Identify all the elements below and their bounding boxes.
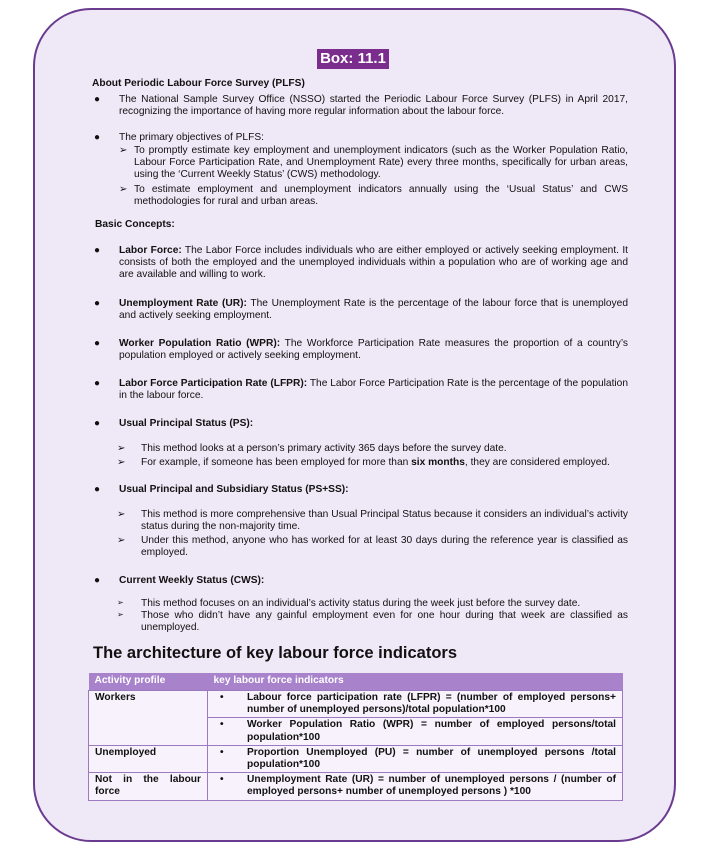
bullet-icon: ● [94,298,101,309]
arrow-icon: ➢ [117,457,126,468]
table-row [89,745,623,772]
about-heading: About Periodic Labour Force Survey (PLFS) [92,78,305,89]
wpr-definition: Worker Population Ratio (WPR): The Workforce Participation Rate measures the proportion of a country’s population employed or actively seeking employment. [119,338,629,362]
bullet-icon: ● [94,575,101,586]
bullet-icon: ● [94,245,101,256]
cws-point-2: Those who didn’t have any gainful employment even for one hour during that week are classified as unemployed. [141,610,628,634]
indicators-table [88,673,623,801]
activity-profile-header: Activity profile [89,673,208,691]
activity-cell-not-in-labour-force: Not in the labour force [89,773,208,800]
bullet-icon: ● [94,132,101,143]
bullet-icon: ● [94,484,101,495]
wpr-formula: Worker Population Ratio (WPR) = number of employed persons/total population*100 [247,719,616,743]
indicator-cell [208,691,623,718]
arrow-icon: ➢ [117,598,124,607]
basic-concepts-heading: Basic Concepts: [95,219,175,230]
bullet-icon: • [220,774,224,786]
ps-point-2: For example, if someone has been employed for more than six months, they are considered employed. [141,457,610,468]
indicator-cell [208,773,623,800]
about-bullet-1: The National Sample Survey Office (NSSO) started the Periodic Labour Force Survey (PLFS) in April 2017, recognizing the importance of having more regular information about the labour force. [119,94,628,118]
pu-formula: Proportion Unemployed (PU) = number of unemployed persons /total population*100 [247,746,616,771]
indicator-cell [208,745,623,772]
indicator-cell [208,718,623,745]
arrow-icon: ➢ [117,535,126,546]
bullet-icon: ● [94,378,101,389]
lfpr-formula: Labour force participation rate (LFPR) = (number of employed persons+ number of unemployed persons)/total population*100 [247,692,616,716]
ps-point-1: This method looks at a person’s primary activity 365 days before the survey date. [141,443,507,454]
arrow-icon: ➢ [117,509,126,520]
bullet-icon: • [220,746,224,758]
bullet-icon: ● [94,94,101,105]
about-bullet-2: The primary objectives of PLFS: [119,132,264,143]
bullet-icon: ● [94,338,101,349]
table-row [89,691,623,718]
activity-cell-unemployed: Unemployed [89,745,208,772]
bullet-icon: • [220,692,224,703]
psss-point-1: This method is more comprehensive than Usual Principal Status because it considers an individual’s activity status during the non-majority time. [141,509,628,533]
psss-heading: Usual Principal and Subsidiary Status (PS+SS): [119,484,349,495]
arrow-icon: ➢ [117,443,126,454]
arrow-icon: ➢ [117,610,124,619]
psss-point-2: Under this method, anyone who has worked for at least 30 days during the reference year is classified as employed. [141,535,628,559]
labor-force-definition: Labor Force: The Labor Force includes individuals who are either employed or actively seeking employment. It consists of both the employed and the unemployed individuals within a population who are of working age and are available and willing to work. [119,245,628,281]
cws-point-1: This method focuses on an individual’s activity status during the week just before the survey date. [141,598,581,609]
ur-formula: Unemployment Rate (UR) = number of unemployed persons / (number of employed persons+ number of unemployed persons ) *100 [247,774,616,798]
architecture-title: The architecture of key labour force indicators [93,644,458,662]
unemployment-rate-definition: Unemployment Rate (UR): The Unemployment Rate is the percentage of the labour force that is unemployed and actively seeking employment. [119,298,628,322]
bullet-icon: ● [94,418,101,429]
cws-heading: Current Weekly Status (CWS): [119,575,265,586]
activity-cell-workers: Workers [89,691,208,746]
arrow-icon: ➢ [119,145,128,156]
indicators-header: key labour force indicators [208,673,623,691]
objective-1: To promptly estimate key employment and unemployment indicators (such as the Worker Population Ratio, Labour Force Participation Rate, and Unemployment Rate) every three months, specifically for urban areas, using the ‘Current Weekly Status’ (CWS) methodology. [134,145,628,181]
bullet-icon: • [220,719,224,731]
lfpr-definition: Labor Force Participation Rate (LFPR): The Labor Force Participation Rate is the percentage of the population in the labour force. [119,378,629,402]
arrow-icon: ➢ [119,184,128,195]
box-badge: Box: 11.1 [317,49,389,69]
ps-heading: Usual Principal Status (PS): [119,418,254,429]
table-row [89,773,623,800]
table-header-row [89,673,623,691]
objective-2: To estimate employment and unemployment indicators annually using the ‘Usual Status’ and CWS methodologies for rural and urban areas. [134,184,628,208]
